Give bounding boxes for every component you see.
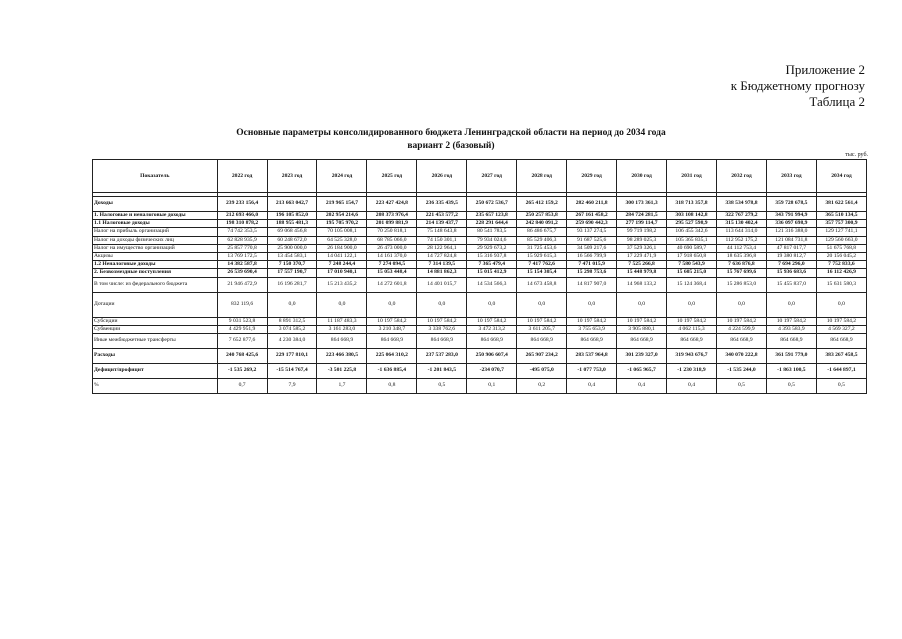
table-cell: 236 335 439,5 xyxy=(417,197,467,212)
row-label: Субвенции xyxy=(93,325,218,333)
table-row xyxy=(93,261,867,269)
title-line-1: Основные параметры консолидированного бюджета Ленинградской области на период до 2034 года xyxy=(236,128,666,138)
table-cell: 10 197 584,2 xyxy=(367,317,417,325)
table-cell: 8 891 312,5 xyxy=(267,317,317,325)
table-cell: 259 690 442,3 xyxy=(567,220,617,228)
table-cell: 99 719 198,2 xyxy=(617,228,667,236)
table-row xyxy=(93,236,867,244)
row-label: 1.1 Налоговые доходы xyxy=(93,220,218,228)
table-cell: 70 250 818,1 xyxy=(367,228,417,236)
table-cell: 75 148 643,8 xyxy=(417,228,467,236)
row-label: Субсидии xyxy=(93,317,218,325)
table-cell: -234 070,7 xyxy=(467,364,517,379)
row-label: 1. Налоговые и неналоговые доходы xyxy=(93,212,218,220)
table-cell: 267 161 458,2 xyxy=(567,212,617,220)
table-cell: 0,0 xyxy=(267,292,317,317)
table-cell: 283 537 964,8 xyxy=(567,349,617,364)
table-cell: 223 466 380,5 xyxy=(317,349,367,364)
table-cell: 113 644 314,0 xyxy=(716,228,766,236)
table-cell: 336 097 698,9 xyxy=(766,220,816,228)
table-cell: 198 310 878,2 xyxy=(217,220,267,228)
table-cell: -1 077 753,0 xyxy=(567,364,617,379)
table-cell: 3 338 762,6 xyxy=(417,325,467,333)
table-cell: 219 965 154,7 xyxy=(317,197,367,212)
table-cell: 17 229 471,9 xyxy=(617,253,667,261)
table-cell: 0,7 xyxy=(217,379,267,394)
table-cell: 15 213 435,2 xyxy=(317,277,367,292)
table-row xyxy=(93,269,867,277)
table-cell: 265 412 159,2 xyxy=(517,197,567,212)
table-cell: 381 622 561,4 xyxy=(816,197,866,212)
table-cell: 16 112 426,9 xyxy=(816,269,866,277)
table-cell: 15 316 937,8 xyxy=(467,253,517,261)
table-header-row xyxy=(93,160,867,193)
table-cell: 37 529 326,1 xyxy=(617,244,667,252)
table-cell: 60 248 672,0 xyxy=(267,236,317,244)
table-cell: 365 510 134,5 xyxy=(816,212,866,220)
table-cell: 221 453 577,2 xyxy=(417,212,467,220)
table-cell: -1 201 843,5 xyxy=(417,364,467,379)
table-cell: 237 537 283,0 xyxy=(417,349,467,364)
table-cell: 105 365 835,1 xyxy=(667,236,717,244)
table-cell: 357 757 300,9 xyxy=(816,220,866,228)
header-year: 2028 год xyxy=(517,160,567,193)
table-row xyxy=(93,379,867,394)
table-cell: 14 673 458,8 xyxy=(517,277,567,292)
row-label: Дотации xyxy=(93,292,218,317)
header-year: 2023 год xyxy=(267,160,317,193)
table-cell: 10 197 584,2 xyxy=(467,317,517,325)
table-cell: 28 122 964,1 xyxy=(417,244,467,252)
table-cell: 14 968 133,2 xyxy=(617,277,667,292)
table-cell: 3 161 283,0 xyxy=(317,325,367,333)
table-cell: 864 668,9 xyxy=(667,334,717,349)
row-label: 2. Безвозмездные поступления xyxy=(93,269,218,277)
table-cell: 74 742 353,5 xyxy=(217,228,267,236)
table-cell: 7 314 139,5 xyxy=(417,261,467,269)
table-cell: 318 713 357,8 xyxy=(667,197,717,212)
table-cell: 7 471 015,9 xyxy=(567,261,617,269)
table-cell: -15 514 767,4 xyxy=(267,364,317,379)
table-cell: 4 429 951,9 xyxy=(217,325,267,333)
table-cell: 7 365 479,4 xyxy=(467,261,517,269)
table-cell: 864 668,9 xyxy=(816,334,866,349)
table-cell: 14 817 907,0 xyxy=(567,277,617,292)
table-cell: 864 668,9 xyxy=(467,334,517,349)
row-label: Акцизы xyxy=(93,253,218,261)
row-label: Доходы xyxy=(93,197,218,212)
table-cell: -1 065 965,7 xyxy=(617,364,667,379)
table-cell: 15 053 448,4 xyxy=(367,269,417,277)
table-cell: 69 068 456,8 xyxy=(267,228,317,236)
table-cell: -1 535 269,2 xyxy=(217,364,267,379)
table-cell: 208 373 976,4 xyxy=(367,212,417,220)
table-cell: 129 560 663,0 xyxy=(816,236,866,244)
table-cell: 15 605 215,0 xyxy=(667,269,717,277)
table-row xyxy=(93,334,867,349)
table-cell: 383 267 458,5 xyxy=(816,349,866,364)
table-cell: 15 286 853,0 xyxy=(716,277,766,292)
table-cell: 10 197 584,2 xyxy=(716,317,766,325)
table-cell: 303 108 142,8 xyxy=(667,212,717,220)
table-cell: 282 460 211,8 xyxy=(567,197,617,212)
table-cell: 62 828 935,9 xyxy=(217,236,267,244)
table-cell: 284 724 281,5 xyxy=(617,212,667,220)
table-cell: 301 239 327,0 xyxy=(617,349,667,364)
table-cell: 0,5 xyxy=(816,379,866,394)
table-cell: 0,0 xyxy=(467,292,517,317)
table-cell: 295 527 598,9 xyxy=(667,220,717,228)
table-cell: 0,4 xyxy=(667,379,717,394)
table-cell: 4 569 327,2 xyxy=(816,325,866,333)
table-cell: 17 918 650,8 xyxy=(667,253,717,261)
table-row xyxy=(93,244,867,252)
row-label: Налог на прибыль организаций xyxy=(93,228,218,236)
row-label: Расходы xyxy=(93,349,218,364)
table-cell: 188 955 481,3 xyxy=(267,220,317,228)
table-row xyxy=(93,317,867,325)
table-cell: 79 934 024,6 xyxy=(467,236,517,244)
table-cell: 112 952 175,2 xyxy=(716,236,766,244)
table-cell: 17 557 190,7 xyxy=(267,269,317,277)
table-cell: 14 401 015,7 xyxy=(417,277,467,292)
table-row xyxy=(93,277,867,292)
table-cell: 15 448 979,8 xyxy=(617,269,667,277)
table-cell: 300 173 361,3 xyxy=(617,197,667,212)
table-cell: 223 427 424,8 xyxy=(367,197,417,212)
table-cell: 15 015 412,9 xyxy=(467,269,517,277)
table-cell: 7 150 370,7 xyxy=(267,261,317,269)
table-cell: 0,0 xyxy=(417,292,467,317)
row-label: % xyxy=(93,379,218,394)
table-cell: 29 929 673,2 xyxy=(467,244,517,252)
header-year: 2024 год xyxy=(317,160,367,193)
table-cell: 7 752 833,6 xyxy=(816,261,866,269)
annex-line-2: к Бюджетному прогнозу xyxy=(730,78,865,93)
table-cell: 7 525 266,8 xyxy=(617,261,667,269)
table-cell: 10 197 584,2 xyxy=(417,317,467,325)
table-cell: 265 907 234,2 xyxy=(517,349,567,364)
table-cell: 864 668,9 xyxy=(617,334,667,349)
table-cell: 85 529 406,3 xyxy=(517,236,567,244)
table-cell: 242 840 091,2 xyxy=(517,220,567,228)
table-cell: 7 580 543,9 xyxy=(667,261,717,269)
table-cell: 319 943 676,7 xyxy=(667,349,717,364)
table-cell: 832 119,6 xyxy=(217,292,267,317)
table-cell: 86 486 675,7 xyxy=(517,228,567,236)
table-cell: 239 233 156,4 xyxy=(217,197,267,212)
table-cell: 228 291 644,4 xyxy=(467,220,517,228)
header-year: 2029 год xyxy=(567,160,617,193)
table-row xyxy=(93,197,867,212)
table-cell: 93 137 274,5 xyxy=(567,228,617,236)
header-year: 2025 год xyxy=(367,160,417,193)
unit-label: тыс. руб. xyxy=(845,152,868,158)
row-label: Дефицит/профицит xyxy=(93,364,218,379)
table-cell: 15 631 580,3 xyxy=(816,277,866,292)
table-cell: 47 817 017,7 xyxy=(766,244,816,252)
row-label: Налог на имущество организаций xyxy=(93,244,218,252)
table-cell: 3 755 653,9 xyxy=(567,325,617,333)
table-cell: 0,0 xyxy=(517,292,567,317)
table-cell: 14 041 122,1 xyxy=(317,253,367,261)
table-cell: 10 197 584,2 xyxy=(766,317,816,325)
table-cell: 202 954 214,6 xyxy=(317,212,367,220)
table-cell: 17 010 940,1 xyxy=(317,269,367,277)
table-cell: 3 472 313,2 xyxy=(467,325,517,333)
table-cell: 25 900 000,0 xyxy=(267,244,317,252)
table-cell: 14 161 370,0 xyxy=(367,253,417,261)
table-cell: 0,5 xyxy=(716,379,766,394)
table-cell: 235 657 123,8 xyxy=(467,212,517,220)
table-row xyxy=(93,364,867,379)
table-cell: 25 857 770,8 xyxy=(217,244,267,252)
table-cell: 129 127 741,1 xyxy=(816,228,866,236)
table-cell: 26 473 000,0 xyxy=(367,244,417,252)
table-cell: 0,0 xyxy=(667,292,717,317)
table-cell: 15 154 305,4 xyxy=(517,269,567,277)
table-cell: 214 139 437,7 xyxy=(417,220,467,228)
table-cell: 14 727 824,8 xyxy=(417,253,467,261)
header-year: 2022 год xyxy=(217,160,267,193)
table-cell: 340 070 222,8 xyxy=(716,349,766,364)
title-line-2: вариант 2 (базовый) xyxy=(407,141,495,151)
table-cell: 9 031 523,8 xyxy=(217,317,267,325)
table-cell: -1 863 100,5 xyxy=(766,364,816,379)
table-cell: 106 455 342,6 xyxy=(667,228,717,236)
table-cell: 16 566 799,9 xyxy=(567,253,617,261)
table-cell: 0,5 xyxy=(766,379,816,394)
table-cell: -495 075,0 xyxy=(517,364,567,379)
table-cell: 15 929 615,3 xyxy=(517,253,567,261)
table-cell: 16 196 281,7 xyxy=(267,277,317,292)
table-cell: 359 728 678,5 xyxy=(766,197,816,212)
table-cell: 277 199 114,7 xyxy=(617,220,667,228)
table-cell: 864 668,9 xyxy=(517,334,567,349)
table-cell: 7 636 876,8 xyxy=(716,261,766,269)
table-cell: -1 636 885,4 xyxy=(367,364,417,379)
table-cell: 0,4 xyxy=(567,379,617,394)
table-cell: 15 455 837,0 xyxy=(766,277,816,292)
table-cell: 14 534 566,3 xyxy=(467,277,517,292)
table-cell: 4 224 599,9 xyxy=(716,325,766,333)
table-cell: 3 074 585,2 xyxy=(267,325,317,333)
table-cell: 864 668,9 xyxy=(567,334,617,349)
table-cell: 68 785 066,0 xyxy=(367,236,417,244)
table-cell: 13 769 172,5 xyxy=(217,253,267,261)
table-cell: 4 393 583,9 xyxy=(766,325,816,333)
table-row xyxy=(93,253,867,261)
header-year: 2032 год xyxy=(716,160,766,193)
table-cell: 19 380 812,7 xyxy=(766,253,816,261)
table-cell: 20 156 045,2 xyxy=(816,253,866,261)
table-cell: 361 591 779,0 xyxy=(766,349,816,364)
table-cell: 0,0 xyxy=(617,292,667,317)
table-cell: 7 694 296,0 xyxy=(766,261,816,269)
table-cell: 0,0 xyxy=(367,292,417,317)
table-cell: 195 705 970,2 xyxy=(317,220,367,228)
table-cell: 4 062 115,3 xyxy=(667,325,717,333)
table-cell: -1 644 897,1 xyxy=(816,364,866,379)
table-cell: 0,0 xyxy=(766,292,816,317)
table-cell: 864 668,9 xyxy=(716,334,766,349)
row-label: Налог на доходы физических лиц xyxy=(93,236,218,244)
table-cell: 7 274 094,5 xyxy=(367,261,417,269)
table-cell: -1 230 318,9 xyxy=(667,364,717,379)
table-cell: 213 663 042,7 xyxy=(267,197,317,212)
table-cell: 864 668,9 xyxy=(417,334,467,349)
table-cell: 15 936 683,6 xyxy=(766,269,816,277)
table-cell: 1,7 xyxy=(317,379,367,394)
table-cell: -1 535 244,0 xyxy=(716,364,766,379)
table-row xyxy=(93,212,867,220)
table-cell: 0,5 xyxy=(417,379,467,394)
table-cell: 315 130 402,4 xyxy=(716,220,766,228)
table-cell: 240 768 425,6 xyxy=(217,349,267,364)
table-cell: 121 316 388,0 xyxy=(766,228,816,236)
table-cell: 80 541 783,5 xyxy=(467,228,517,236)
table-cell: 4 230 384,0 xyxy=(267,334,317,349)
table-cell: 15 767 699,6 xyxy=(716,269,766,277)
table-cell: 338 534 978,8 xyxy=(716,197,766,212)
table-cell: 225 064 310,2 xyxy=(367,349,417,364)
table-row xyxy=(93,292,867,317)
table-cell: 229 177 810,1 xyxy=(267,349,317,364)
table-cell: 3 905 880,1 xyxy=(617,325,667,333)
table-cell: 343 791 994,9 xyxy=(766,212,816,220)
table-cell: 7 248 244,4 xyxy=(317,261,367,269)
table-cell: 3 210 348,7 xyxy=(367,325,417,333)
header-year: 2027 год xyxy=(467,160,517,193)
table-cell: 31 725 453,6 xyxy=(517,244,567,252)
table-cell: 14 382 587,8 xyxy=(217,261,267,269)
table-cell: -3 501 225,8 xyxy=(317,364,367,379)
header-year: 2026 год xyxy=(417,160,467,193)
table-cell: 0,8 xyxy=(367,379,417,394)
table-cell: 7 652 877,6 xyxy=(217,334,267,349)
annex-header xyxy=(731,62,865,110)
table-cell: 322 767 279,2 xyxy=(716,212,766,220)
table-cell: 10 197 584,2 xyxy=(617,317,667,325)
table-cell: 44 112 753,4 xyxy=(716,244,766,252)
table-cell: 0,1 xyxy=(467,379,517,394)
table-cell: 0,0 xyxy=(567,292,617,317)
table-cell: 10 197 584,2 xyxy=(667,317,717,325)
table-cell: 13 454 583,1 xyxy=(267,253,317,261)
table-cell: 196 105 852,0 xyxy=(267,212,317,220)
table-cell: 14 272 601,8 xyxy=(367,277,417,292)
document-title xyxy=(0,127,902,153)
table-cell: 864 668,9 xyxy=(367,334,417,349)
header-indicator: Показатель xyxy=(93,160,218,193)
row-label: Иные межбюджетные трансферты xyxy=(93,334,218,349)
table-cell: 0,0 xyxy=(317,292,367,317)
table-cell: 14 881 862,3 xyxy=(417,269,467,277)
row-label: В том числе: из федерального бюджета xyxy=(93,277,218,292)
table-cell: 70 105 008,1 xyxy=(317,228,367,236)
table-cell: 74 150 301,1 xyxy=(417,236,467,244)
table-row xyxy=(93,220,867,228)
table-cell: 10 197 584,2 xyxy=(816,317,866,325)
table-cell: 98 289 025,3 xyxy=(617,236,667,244)
row-label: 1.2 Неналоговые доходы xyxy=(93,261,218,269)
table-body xyxy=(93,193,867,394)
table-cell: 121 084 731,8 xyxy=(766,236,816,244)
annex-line-1: Приложение 2 xyxy=(785,62,865,77)
table-cell: 250 906 607,4 xyxy=(467,349,517,364)
annex-line-3: Таблица 2 xyxy=(809,94,865,109)
table-cell: 34 509 217,6 xyxy=(567,244,617,252)
table-cell: 15 124 368,4 xyxy=(667,277,717,292)
table-cell: 7,9 xyxy=(267,379,317,394)
table-cell: 26 184 900,0 xyxy=(317,244,367,252)
table-cell: 11 187 483,3 xyxy=(317,317,367,325)
table-cell: 7 417 762,6 xyxy=(517,261,567,269)
table-cell: 250 672 536,7 xyxy=(467,197,517,212)
header-year: 2033 год xyxy=(766,160,816,193)
table-cell: 40 690 589,7 xyxy=(667,244,717,252)
table-cell: 0,0 xyxy=(816,292,866,317)
table-cell: 0,0 xyxy=(716,292,766,317)
table-row xyxy=(93,325,867,333)
table-cell: 10 197 584,2 xyxy=(517,317,567,325)
budget-table xyxy=(92,159,867,394)
header-year: 2031 год xyxy=(667,160,717,193)
table-cell: 21 946 472,9 xyxy=(217,277,267,292)
table-cell: 250 257 853,8 xyxy=(517,212,567,220)
table-cell: 3 611 205,7 xyxy=(517,325,567,333)
table-cell: 15 298 753,6 xyxy=(567,269,617,277)
header-year: 2030 год xyxy=(617,160,667,193)
table-row xyxy=(93,228,867,236)
table-cell: 18 635 396,8 xyxy=(716,253,766,261)
table-cell: 64 525 328,0 xyxy=(317,236,367,244)
table-cell: 51 675 768,8 xyxy=(816,244,866,252)
table-cell: 201 099 881,9 xyxy=(367,220,417,228)
table-cell: 0,4 xyxy=(617,379,667,394)
table-cell: 0,2 xyxy=(517,379,567,394)
table-cell: 864 668,9 xyxy=(766,334,816,349)
table-cell: 212 693 466,0 xyxy=(217,212,267,220)
table-cell: 864 668,9 xyxy=(317,334,367,349)
table-cell: 91 687 525,6 xyxy=(567,236,617,244)
table-cell: 10 197 584,2 xyxy=(567,317,617,325)
table-row xyxy=(93,349,867,364)
table-cell: 26 539 690,4 xyxy=(217,269,267,277)
header-year: 2034 год xyxy=(816,160,866,193)
